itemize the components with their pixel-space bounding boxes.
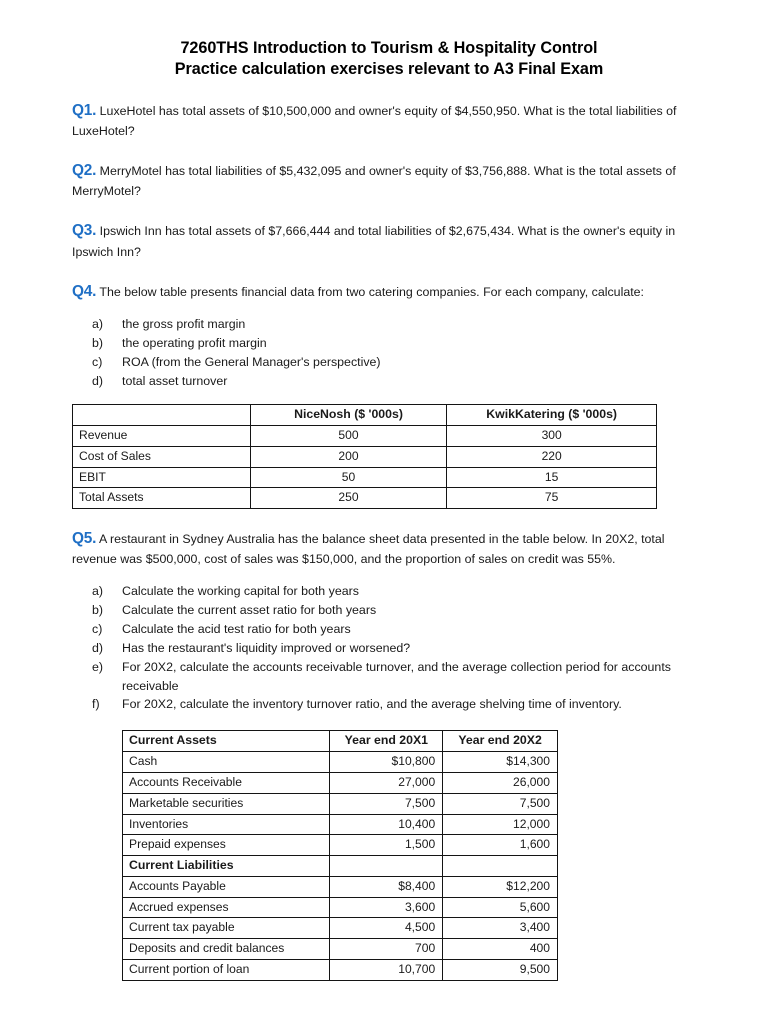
list-item-marker: c) — [92, 355, 103, 370]
table-cell: $14,300 — [443, 752, 558, 773]
table-row — [123, 939, 558, 960]
question-label: Q2. — [72, 162, 97, 179]
table-cell: 3,400 — [443, 918, 558, 939]
question-text: Ipswich Inn has total assets of $7,666,444 and total liabilities of $2,675,434. What is the owner's equity in Ipswich Inn? — [72, 224, 676, 259]
list-item-label: ROA (from the General Manager's perspective) — [122, 355, 381, 370]
table-cell: 400 — [443, 939, 558, 960]
question-label: Q3. — [72, 222, 97, 240]
table-row — [123, 814, 558, 835]
table-cell: 300 — [447, 426, 657, 447]
list-item-marker: b) — [92, 602, 104, 617]
title-line-1: 7260THS Introduction to Tourism & Hospitality Control — [180, 39, 598, 57]
question-text: MerryMotel has total liabilities of $5,432,095 and owner's equity of $3,756,888. What is the total assets of MerryMotel? — [72, 164, 676, 199]
question-text: The below table presents financial data from two catering companies. For each company, calculate: — [96, 284, 644, 299]
table-header-row — [73, 405, 657, 426]
table-cell: 220 — [447, 446, 657, 467]
table-row — [123, 752, 558, 773]
table-cell — [443, 856, 558, 877]
list-item-marker: f) — [92, 697, 100, 712]
page-title — [72, 38, 706, 81]
table-row — [73, 426, 657, 447]
question-4 — [72, 280, 706, 303]
table-cell: 7,500 — [443, 793, 558, 814]
question-5-sub-list — [72, 582, 706, 715]
column-header: KwikKatering ($ '000s) — [447, 405, 657, 426]
list-item — [92, 582, 706, 601]
list-item-label: the gross profit margin — [122, 317, 246, 332]
question-1 — [72, 99, 706, 141]
list-item — [92, 658, 706, 696]
row-label: EBIT — [73, 467, 251, 488]
list-item-label: Has the restaurant's liquidity improved or worsened? — [122, 640, 411, 655]
table-cell: 12,000 — [443, 814, 558, 835]
column-header: NiceNosh ($ '000s) — [250, 405, 447, 426]
table-cell: 9,500 — [443, 959, 558, 980]
row-label: Revenue — [73, 426, 251, 447]
table-cell: 3,600 — [330, 897, 443, 918]
question-3 — [72, 219, 706, 261]
list-item — [92, 315, 706, 334]
list-item — [92, 639, 706, 658]
table-cell: $8,400 — [330, 877, 443, 898]
list-item-marker: b) — [92, 336, 104, 351]
question-label: Q1. — [72, 101, 97, 119]
column-header: Year end 20X1 — [330, 731, 443, 752]
question-5 — [72, 527, 706, 569]
table-cell: 75 — [447, 488, 657, 509]
catering-financials-table — [72, 404, 657, 509]
column-header: Year end 20X2 — [443, 731, 558, 752]
table-row — [123, 773, 558, 794]
question-label: Q5. — [72, 530, 97, 548]
table-row — [73, 446, 657, 467]
row-label: Current tax payable — [123, 918, 330, 939]
question-label: Q4. — [72, 282, 97, 300]
table-cell: 200 — [250, 446, 447, 467]
table-cell: 27,000 — [330, 773, 443, 794]
table-cell: 50 — [250, 467, 447, 488]
row-label: Accounts Receivable — [123, 773, 330, 794]
column-header — [73, 405, 251, 426]
table-row — [123, 835, 558, 856]
table-row — [123, 877, 558, 898]
table-cell: 1,600 — [443, 835, 558, 856]
table-row — [73, 467, 657, 488]
table-row — [123, 918, 558, 939]
table-header-row — [123, 731, 558, 752]
row-label: Cash — [123, 752, 330, 773]
table-section-row — [123, 856, 558, 877]
table-cell: 10,400 — [330, 814, 443, 835]
question-2 — [72, 159, 706, 201]
table-cell: 15 — [447, 467, 657, 488]
column-header: Current Assets — [123, 731, 330, 752]
row-label: Inventories — [123, 814, 330, 835]
list-item — [92, 620, 706, 639]
list-item-label: Calculate the working capital for both years — [122, 583, 359, 598]
row-label: Deposits and credit balances — [123, 939, 330, 960]
question-text: A restaurant in Sydney Australia has the balance sheet data presented in the table below. In 20X2, total revenue was $500,000, cost of sales was $150,000, and the proportion of sales on credit was 55%. — [72, 532, 665, 567]
list-item-label: the operating profit margin — [122, 336, 267, 351]
table-row — [123, 793, 558, 814]
list-item — [92, 334, 706, 353]
list-item-marker: e) — [92, 659, 104, 674]
question-4-sub-list — [72, 315, 706, 391]
list-item-marker: c) — [92, 621, 103, 636]
table-cell: 700 — [330, 939, 443, 960]
table-cell: 26,000 — [443, 773, 558, 794]
table-row — [73, 488, 657, 509]
question-text: LuxeHotel has total assets of $10,500,000 and owner's equity of $4,550,950. What is the total liabilities of LuxeHotel? — [72, 103, 677, 139]
list-item — [92, 353, 706, 372]
table-cell — [330, 856, 443, 877]
balance-sheet-table — [122, 730, 558, 980]
list-item-marker: a) — [92, 317, 104, 332]
row-label: Cost of Sales — [73, 446, 251, 467]
table-cell: 7,500 — [330, 793, 443, 814]
table-cell: 250 — [250, 488, 447, 509]
row-label: Accrued expenses — [123, 897, 330, 918]
list-item-label: Calculate the acid test ratio for both years — [122, 621, 351, 636]
list-item-label: For 20X2, calculate the accounts receivable turnover, and the average collection period for accounts receivable — [122, 659, 671, 693]
table-row — [123, 959, 558, 980]
table-cell: $12,200 — [443, 877, 558, 898]
row-label: Accounts Payable — [123, 877, 330, 898]
list-item-marker: a) — [92, 583, 104, 598]
table-cell: 10,700 — [330, 959, 443, 980]
list-item-marker: d) — [92, 640, 104, 655]
list-item-label: Calculate the current asset ratio for both years — [122, 602, 377, 617]
list-item-label: total asset turnover — [122, 374, 228, 389]
table-cell: 500 — [250, 426, 447, 447]
section-label: Current Liabilities — [123, 856, 330, 877]
row-label: Current portion of loan — [123, 959, 330, 980]
table-cell: 4,500 — [330, 918, 443, 939]
title-line-2: Practice calculation exercises relevant to A3 Final Exam — [174, 60, 604, 79]
row-label: Marketable securities — [123, 793, 330, 814]
list-item — [92, 372, 706, 391]
row-label: Total Assets — [73, 488, 251, 509]
questions-container — [72, 99, 706, 981]
list-item — [92, 695, 706, 714]
table-cell: 1,500 — [330, 835, 443, 856]
table-cell: $10,800 — [330, 752, 443, 773]
table-cell: 5,600 — [443, 897, 558, 918]
list-item — [92, 601, 706, 620]
list-item-marker: d) — [92, 374, 104, 389]
list-item-label: For 20X2, calculate the inventory turnover ratio, and the average shelving time of inventory. — [122, 697, 622, 712]
row-label: Prepaid expenses — [123, 835, 330, 856]
table-row — [123, 897, 558, 918]
